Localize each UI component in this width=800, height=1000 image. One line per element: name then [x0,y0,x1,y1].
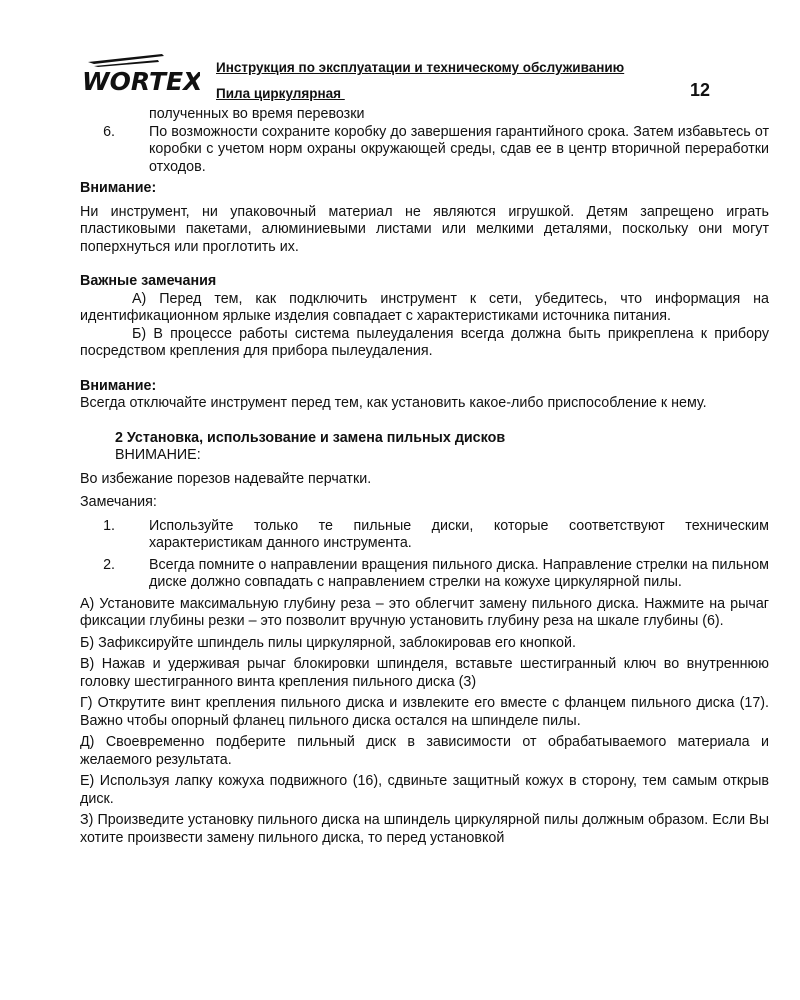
step-e: Д) Своевременно подберите пильный диск в зависимости от обрабатываемого материала и желаемого результата. [80,734,769,768]
continued-line: полученных во время перевозки [149,106,365,122]
remark-item-1 [80,518,769,553]
step-a: А) Установите максимальную глубину реза – это облегчит замену пильного диска. Нажмите на рычаг фиксации глубины резки – это позволит вручную установить глубину реза на шкале глубины (6). [80,595,769,629]
step-b: Б) Зафиксируйте шпиндель пилы циркулярной, заблокировав его кнопкой. [80,634,576,651]
wortex-logo [80,52,200,96]
important-notes-heading: Важные замечания [80,273,217,289]
attention-text-1: Ни инструмент, ни упаковочный материал не являются игрушкой. Детям запрещено играть пластиковыми пакетами, алюминиевыми листами или мелкими деталями, поскольку они могут поперхнуться или проглотить их. [80,203,769,255]
attention-text-2: Всегда отключайте инструмент перед тем, как установить какое-либо приспособление к нему. [80,395,707,411]
document-title: Инструкция по эксплуатации и техническому обслуживанию [216,60,625,75]
product-name: Пила циркулярная [216,86,345,101]
list-number: 1. [103,517,115,534]
page-number: 12 [690,80,711,100]
remarks-heading: Замечания: [80,494,157,510]
list-number: 6. [103,123,115,140]
attention-heading-1: Внимание: [80,180,157,196]
section-2-title: 2 Установка, использование и замена пильных дисков [115,429,506,446]
section-2-caution: ВНИМАНИЕ: [115,447,201,463]
step-f: Е) Используя лапку кожуха подвижного (16), сдвиньте защитный кожух в сторону, тем самым открыв диск. [80,773,769,807]
gloves-warning: Во избежание порезов надевайте перчатки. [80,470,372,487]
attention-heading-2: Внимание: [80,377,157,394]
step-d: Г) Открутите винт крепления пильного диска и извлеките его вместе с фланцем пильного диска (17). Важно чтобы опорный фланец пильного диска остался на шпинделе пилы. [80,695,769,729]
list-item-6 [80,124,769,177]
list-text: По возможности сохраните коробку до завершения гарантийного срока. Затем избавьтесь от коробки с учетом норм охраны окружающей среды, сдав ее в центр вторичной переработки отходов. [149,123,769,175]
step-g: З) Произведите установку пильного диска на шпиндель циркулярной пилы должным образом. Если Вы хотите произвести замену пильного диска, то перед установкой [80,812,769,846]
page-content [80,106,769,847]
note-b: Б) В процессе работы система пылеудаления всегда должна быть прикреплена к прибору посредством крепления для прибора пылеудаления. [80,325,769,359]
list-text: Всегда помните о направлении вращения пильного диска. Направление стрелки на пильном диске должно совпадать с направлением стрелки на кожухе циркулярной пилы. [149,556,769,590]
list-text: Используйте только те пильные диски, которые соответствуют техническим характеристикам данного инструмента. [149,517,769,551]
logo-text: WORTEX [82,67,200,96]
step-c: В) Нажав и удерживая рычаг блокировки шпинделя, вставьте шестигранный ключ во внутреннюю головку шестигранного винта крепления пильного диска (3) [80,656,769,690]
list-number: 2. [103,556,115,573]
note-a: А) Перед тем, как подключить инструмент к сети, убедитесь, что информация на идентификационном ярлыке изделия совпадает с характеристиками источника питания. [80,290,769,324]
remark-item-2 [80,557,769,592]
